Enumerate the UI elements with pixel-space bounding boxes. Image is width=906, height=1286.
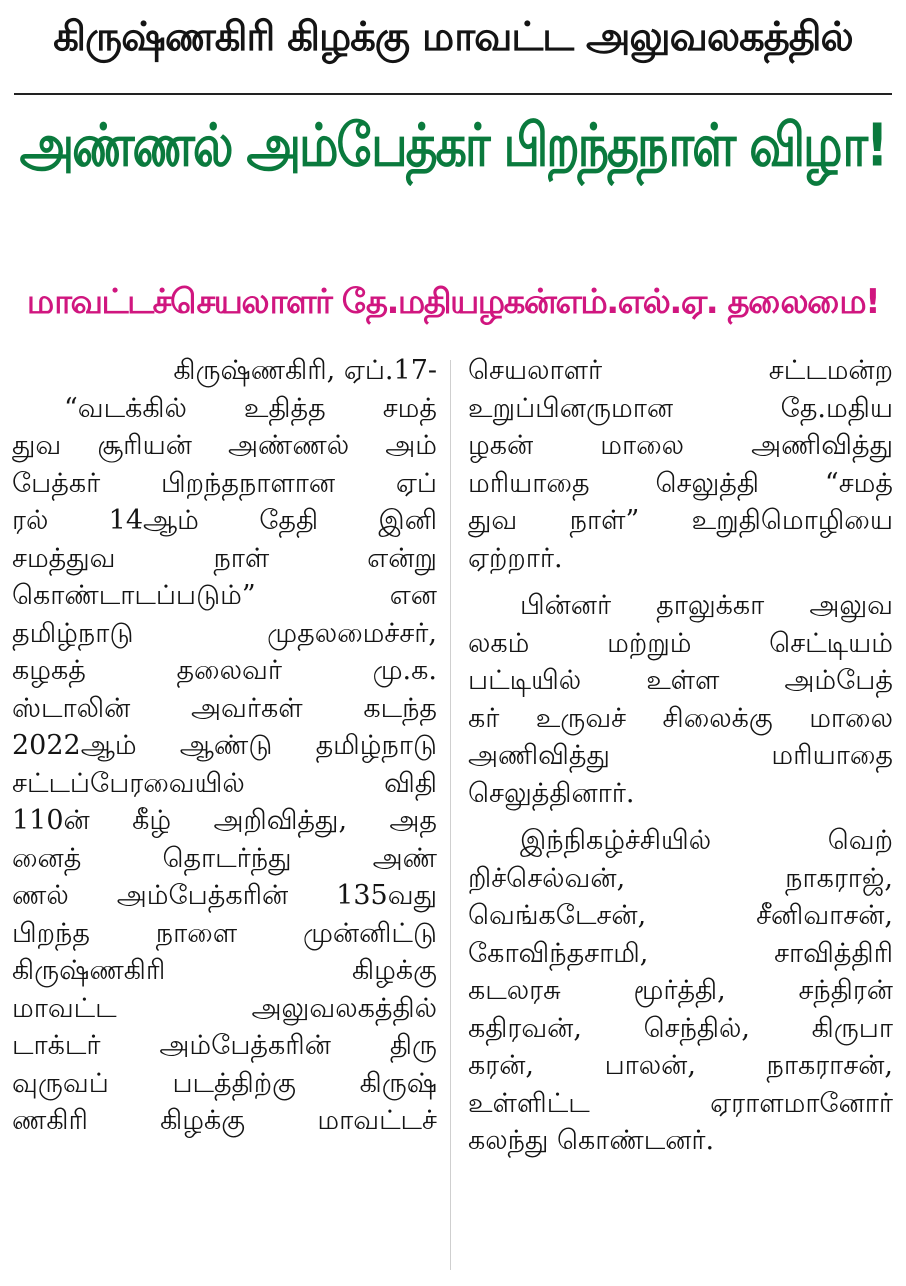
body-line: உள்ளிட்ட ஏராளமானோர் [468, 1087, 893, 1119]
body-line: மரியாதை செலுத்தி “சமத் [468, 467, 893, 499]
body-line: பேத்கர் பிறந்தநாளான ஏப் [12, 467, 437, 499]
body-line: மாவட்ட அலுவலகத்தில் [12, 992, 437, 1024]
body-line: ஸ்டாலின் அவர்கள் கடந்த [12, 692, 437, 724]
body-line: வெங்கடேசன், சீனிவாசன், [468, 900, 893, 931]
paragraph-gap [468, 577, 893, 587]
body-line: உறுப்பினருமான தே.மதிய [468, 392, 893, 424]
body-line: பின்னர் தாலுக்கா அலுவ [520, 590, 893, 621]
body-line: தமிழ்நாடு முதலமைச்சர், [12, 617, 437, 649]
body-line: துவ சூரியன் அண்ணல் அம் [12, 430, 437, 461]
body-line: கதிரவன், செந்தில், கிருபா [468, 1012, 893, 1044]
body-line: இந்நிகழ்ச்சியில் வெற் [520, 825, 893, 856]
article-column-right [468, 352, 893, 1160]
headline: அண்ணல் அம்பேத்கர் பிறந்தநாள் விழா! [19, 111, 887, 180]
body-line: கிருஷ்ணகிரி கிழக்கு [12, 955, 437, 986]
body-line: கோவிந்தசாமி, சாவித்திரி [468, 937, 893, 969]
body-line: லகம் மற்றும் செட்டியம் [468, 627, 893, 659]
kicker-title: கிருஷ்ணகிரி கிழக்கு மாவட்ட அலுவலகத்தில் [53, 14, 853, 60]
body-line: கழகத் தலைவர் மு.க. [12, 655, 437, 686]
column-divider [450, 360, 451, 1270]
subheadline: மாவட்டச்செயலாளர் தே.மதியழகன்எம்.எல்.ஏ. தலைமை! [26, 282, 880, 322]
body-line: கர் உருவச் சிலைக்கு மாலை [468, 702, 893, 734]
paragraph-gap [468, 812, 893, 822]
body-line: ணல் அம்பேத்கரின் 135வது [12, 880, 437, 911]
body-line: ழகன் மாலை அணிவித்து [468, 430, 893, 461]
body-line: ரல் 14ஆம் தேதி இனி [12, 505, 437, 536]
body-line: ணகிரி கிழக்கு மாவட்டச் [12, 1105, 437, 1136]
body-line: டாக்டர் அம்பேத்கரின் திரு [12, 1030, 437, 1061]
body-line: 2022ஆம் ஆண்டு தமிழ்நாடு [12, 730, 437, 761]
body-line: அணிவித்து மரியாதை [468, 740, 893, 771]
dateline: கிருஷ்ணகிரி, ஏப்.17- [173, 355, 437, 386]
body-line: செயலாளர் சட்டமன்ற [468, 355, 893, 386]
body-line: செலுத்தினார். [468, 777, 635, 809]
body-line: கடலரசு மூர்த்தி, சந்திரன் [468, 975, 893, 1006]
body-line: சட்டப்பேரவையில் விதி [12, 767, 437, 799]
body-line: “வடக்கில் உதித்த சமத் [64, 392, 437, 424]
body-line: கொண்டாடப்படும்” என [12, 580, 437, 611]
body-line: பிறந்த நாளை முன்னிட்டு [12, 917, 437, 949]
body-line: னைத் தொடர்ந்து அண் [12, 842, 437, 874]
body-line: பட்டியில் உள்ள அம்பேத் [468, 665, 893, 696]
body-line: துவ நாள்” உறுதிமொழியை [468, 505, 893, 536]
article-column-left [12, 352, 437, 1140]
body-line: வுருவப் படத்திற்கு கிருஷ் [12, 1067, 437, 1099]
body-line: கரன், பாலன், நாகராசன், [468, 1050, 893, 1081]
body-line: றிச்செல்வன், நாகராஜ், [468, 862, 893, 894]
body-line: ஏற்றார். [468, 542, 563, 574]
body-line: சமத்துவ நாள் என்று [12, 542, 437, 574]
kicker-rule [14, 93, 892, 95]
body-line: கலந்து கொண்டனர். [468, 1125, 715, 1156]
body-line: 110ன் கீழ் அறிவித்து, அத [12, 805, 437, 836]
